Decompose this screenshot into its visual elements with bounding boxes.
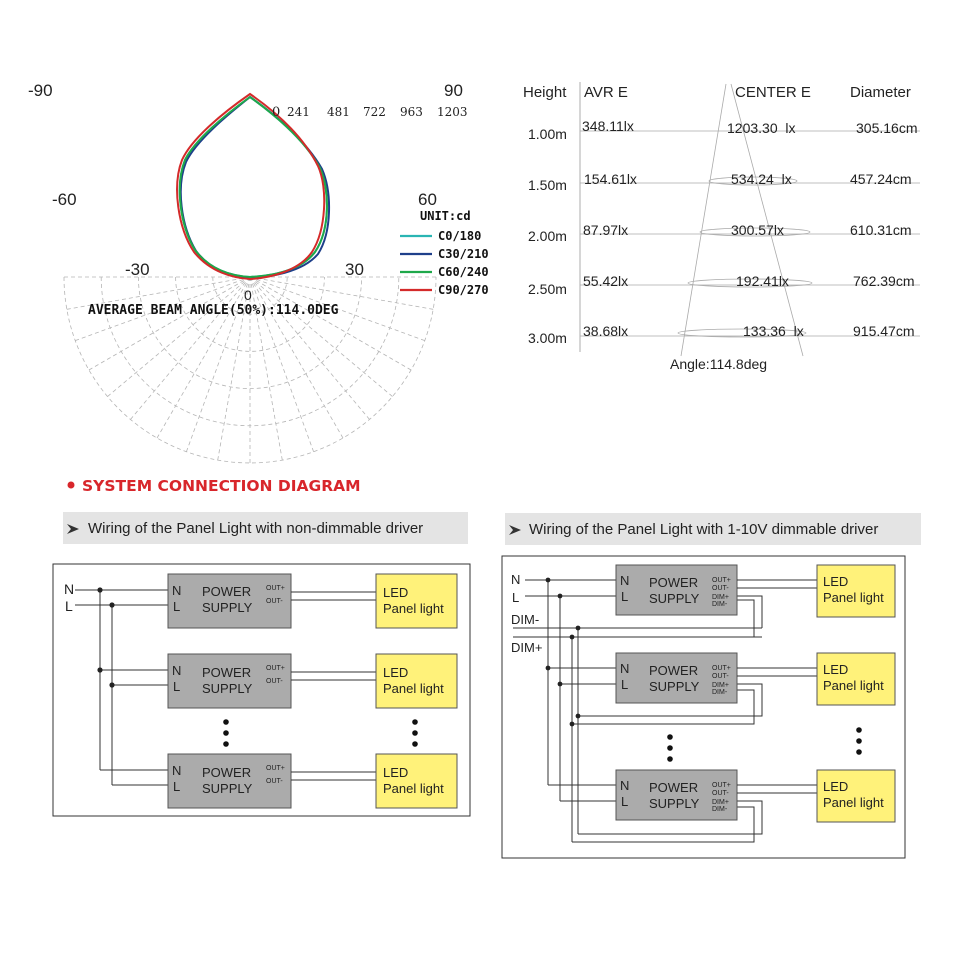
psu-label-line1: POWER — [202, 665, 252, 680]
psu-label-line1: POWER — [202, 765, 252, 780]
header-avr: AVR E — [584, 84, 628, 101]
dim-plus-label: DIM+ — [511, 640, 543, 655]
polar-grid-spoke — [250, 277, 343, 438]
polar-chart — [28, 81, 489, 463]
row-height: 1.00m — [528, 126, 567, 142]
row-diameter: 762.39cm — [853, 273, 915, 289]
power-supply — [168, 754, 291, 808]
heading-text: Wiring of the Panel Light with 1-10V dimmable driver — [529, 521, 879, 538]
l-label: L — [65, 598, 73, 614]
psu-label-line2: SUPPLY — [649, 679, 700, 694]
angle-label-30: 30 — [345, 260, 364, 279]
radial-label: 0 — [272, 105, 281, 120]
psu-label-line1: POWER — [202, 584, 252, 599]
row-center: 300.57lx — [731, 222, 784, 238]
angle-label-0: 0 — [244, 287, 252, 303]
row-height: 3.00m — [528, 330, 567, 346]
psu-label-line1: POWER — [649, 780, 699, 795]
row-center: 192.41lx — [736, 273, 789, 289]
led-label-line2: Panel light — [823, 590, 884, 605]
row-center: 534.24 lx — [731, 171, 792, 187]
intensity-curve-C30-210 — [181, 97, 329, 278]
led-panel — [376, 654, 457, 708]
row-avr: 87.97lx — [583, 222, 629, 238]
terminal-out-minus: OUT- — [712, 585, 729, 592]
terminal-dim-plus: DIM+ — [712, 682, 729, 689]
angle-label-90: 90 — [444, 81, 463, 100]
terminal-l: L — [173, 599, 181, 614]
wiring-diagram-non-dimmable — [53, 512, 470, 816]
terminal-n: N — [620, 661, 630, 676]
psu-label-line1: POWER — [649, 663, 699, 678]
led-label-line2: Panel light — [383, 781, 444, 796]
led-label-line2: Panel light — [823, 678, 884, 693]
polar-grid-spoke — [250, 277, 411, 370]
terminal-out-minus: OUT- — [712, 790, 729, 797]
angle-label-minus90: -90 — [28, 81, 53, 100]
row-diameter: 915.47cm — [853, 323, 915, 339]
power-supply — [168, 574, 291, 628]
radial-label: 963 — [400, 105, 423, 119]
terminal-l: L — [621, 677, 629, 692]
output-wires — [291, 592, 376, 780]
terminal-dim-minus: DIM- — [712, 601, 728, 608]
legend-label-c0: C0/180 — [438, 229, 482, 243]
legend-label-c30: C30/210 — [438, 247, 489, 261]
led-panel — [817, 770, 895, 822]
psu-label-line2: SUPPLY — [202, 600, 253, 615]
n-label: N — [64, 581, 75, 597]
row-avr: 55.42lx — [583, 273, 629, 289]
terminal-out-plus: OUT+ — [266, 765, 285, 772]
psu-label-line2: SUPPLY — [649, 796, 700, 811]
led-label-line2: Panel light — [823, 795, 884, 810]
terminal-out-plus: OUT+ — [266, 585, 285, 592]
led-label-line2: Panel light — [383, 601, 444, 616]
heading-text: Wiring of the Panel Light with non-dimmable driver — [88, 520, 424, 537]
beam-angle-label: AVERAGE BEAM ANGLE(50%):114.0DEG — [88, 303, 339, 318]
radial-label: 481 — [327, 105, 350, 119]
angle-label-minus30: -30 — [125, 260, 150, 279]
terminal-l: L — [173, 779, 181, 794]
row-center: 133.36 lx — [743, 323, 804, 339]
power-supply — [616, 653, 737, 703]
psu-label-line2: SUPPLY — [202, 681, 253, 696]
dim-minus-label: DIM- — [511, 612, 540, 627]
legend-label-c60: C60/240 — [438, 265, 489, 279]
radial-label: 722 — [363, 105, 386, 119]
terminal-out-plus: OUT+ — [712, 577, 731, 584]
unit-label: UNIT:cd — [420, 209, 471, 223]
led-label-line1: LED — [823, 779, 849, 794]
header-diameter: Diameter — [850, 84, 911, 101]
terminal-n: N — [172, 583, 182, 598]
terminal-out-minus: OUT- — [266, 598, 283, 605]
led-panel — [376, 574, 457, 628]
angle-label-minus60: -60 — [52, 190, 77, 209]
led-panel — [817, 565, 895, 617]
n-label: N — [511, 572, 521, 587]
psu-label-line2: SUPPLY — [202, 781, 253, 796]
ellipsis-dots — [667, 727, 862, 762]
psu-label-line2: SUPPLY — [649, 591, 700, 606]
polar-grid-spoke — [89, 277, 250, 370]
radial-label: 1203 — [437, 105, 468, 119]
beam-angle-value: Angle:114.8deg — [670, 356, 768, 372]
psu-label-line1: POWER — [649, 575, 699, 590]
terminal-n: N — [620, 778, 630, 793]
mains-wires — [75, 590, 168, 785]
row-diameter: 305.16cm — [856, 120, 918, 136]
led-label-line2: Panel light — [383, 681, 444, 696]
terminal-out-minus: OUT- — [712, 673, 729, 680]
led-label-line1: LED — [383, 665, 409, 680]
junction-dots — [546, 578, 581, 727]
terminal-dim-plus: DIM+ — [712, 594, 729, 601]
row-avr: 348.11lx — [582, 118, 634, 134]
row-height: 2.00m — [528, 228, 567, 244]
terminal-dim-plus: DIM+ — [712, 799, 729, 806]
terminal-l: L — [621, 794, 629, 809]
row-avr: 154.61lx — [584, 171, 637, 187]
radial-label: 241 — [287, 105, 310, 119]
led-label-line1: LED — [823, 574, 849, 589]
legend — [400, 229, 489, 297]
led-label-line1: LED — [383, 585, 409, 600]
led-label-line1: LED — [383, 765, 409, 780]
terminal-n: N — [172, 663, 182, 678]
terminal-n: N — [172, 763, 182, 778]
row-diameter: 610.31cm — [850, 222, 912, 238]
led-label-line1: LED — [823, 662, 849, 677]
terminal-n: N — [620, 573, 630, 588]
intensity-curve-C90-270 — [177, 94, 324, 279]
angle-label-60: 60 — [418, 190, 437, 209]
l-label: L — [512, 590, 520, 605]
ellipsis-dots — [223, 719, 418, 747]
polar-curves — [177, 94, 329, 279]
row-diameter: 457.24cm — [850, 171, 912, 187]
terminal-out-plus: OUT+ — [712, 665, 731, 672]
power-supply — [616, 770, 737, 820]
led-panel — [376, 754, 457, 808]
terminal-out-plus: OUT+ — [712, 782, 731, 789]
section-title: SYSTEM CONNECTION DIAGRAM — [82, 477, 361, 495]
terminal-out-plus: OUT+ — [266, 665, 285, 672]
terminal-out-minus: OUT- — [266, 778, 283, 785]
section-bullet-icon — [68, 482, 75, 489]
intensity-curve-C60-240 — [180, 97, 327, 277]
header-center: CENTER E — [735, 84, 811, 101]
output-wires — [737, 580, 817, 793]
terminal-dim-minus: DIM- — [712, 806, 728, 813]
power-supply — [168, 654, 291, 708]
terminal-l: L — [621, 589, 629, 604]
power-supply — [616, 565, 737, 615]
row-center: 1203.30 lx — [727, 120, 796, 136]
row-avr: 38.68lx — [583, 323, 629, 339]
led-panel — [817, 653, 895, 705]
terminal-out-minus: OUT- — [266, 678, 283, 685]
terminal-dim-minus: DIM- — [712, 689, 728, 696]
row-height: 2.50m — [528, 281, 567, 297]
header-height: Height — [523, 84, 567, 101]
polar-grid-spoke — [157, 277, 250, 438]
illuminance-table — [523, 82, 920, 372]
row-height: 1.50m — [528, 177, 567, 193]
terminal-l: L — [173, 679, 181, 694]
wiring-diagram-dimmable — [502, 513, 921, 858]
legend-label-c90: C90/270 — [438, 283, 489, 297]
intensity-curve-C0-180 — [180, 97, 327, 277]
